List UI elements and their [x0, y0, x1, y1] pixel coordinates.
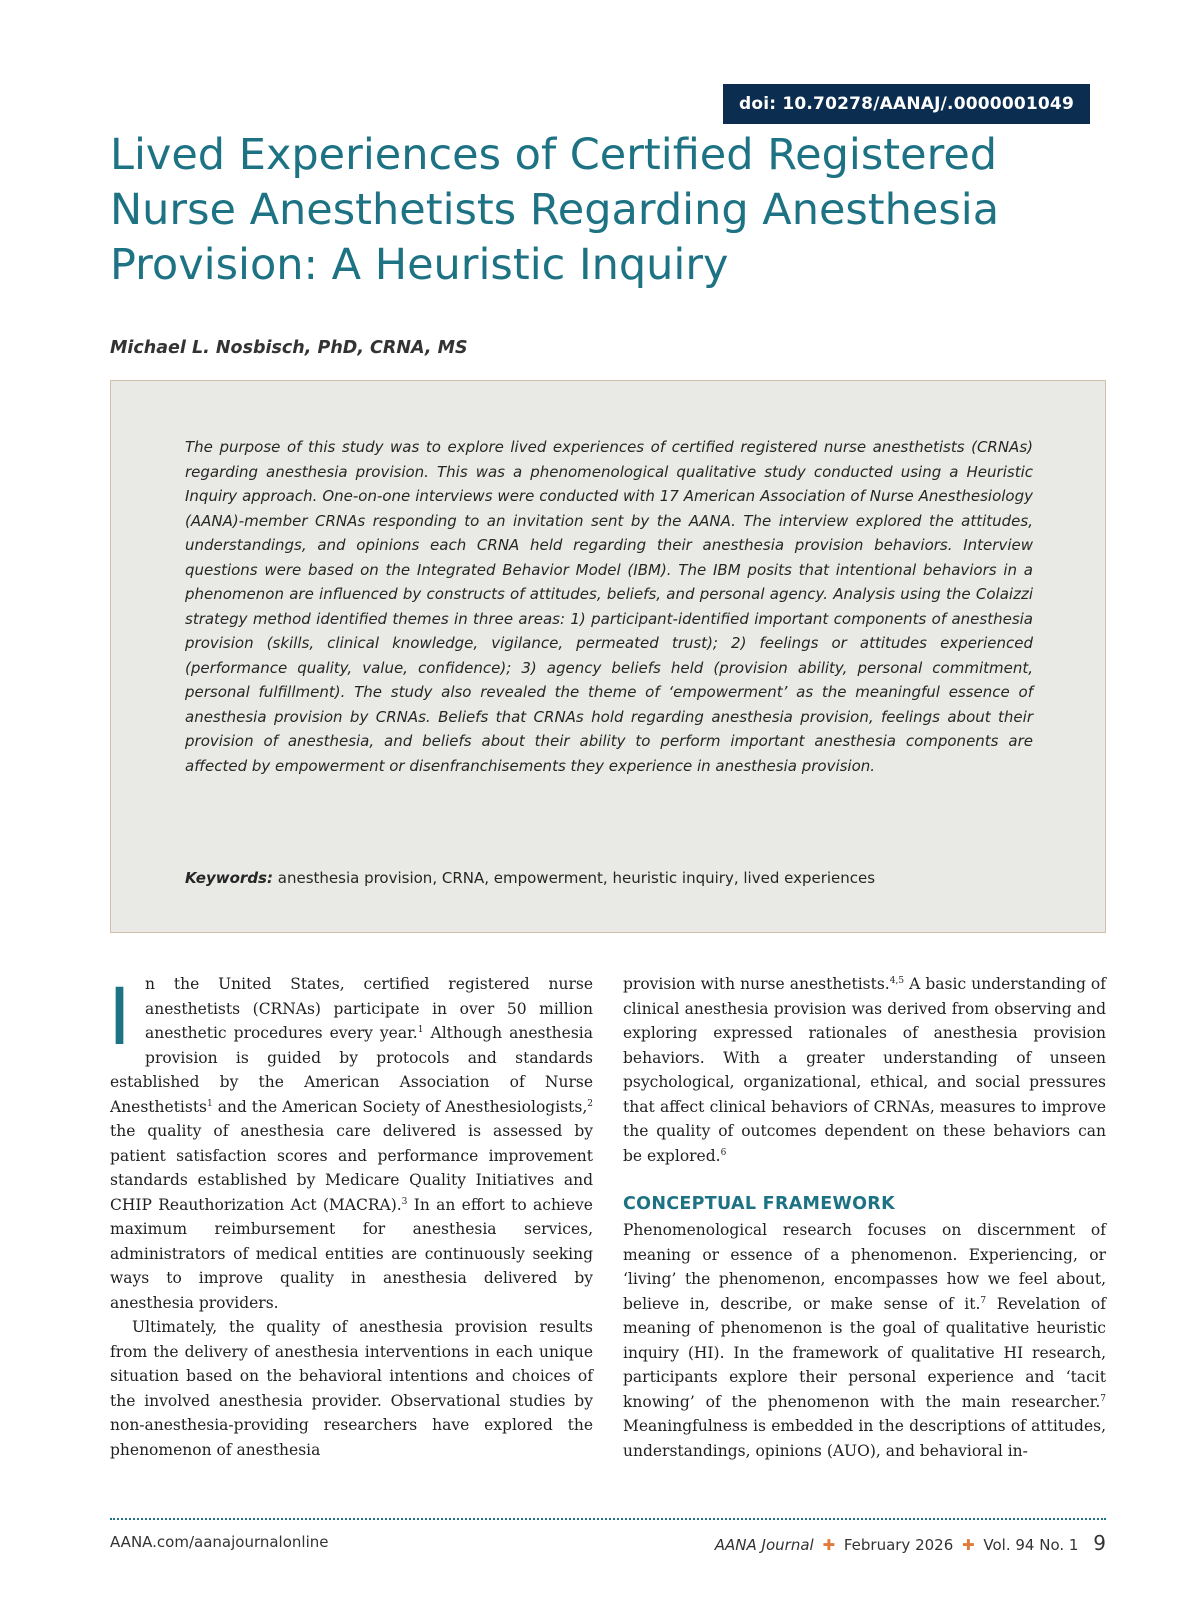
- keywords-list: anesthesia provision, CRNA, empowerment, heuristic inquiry, lived experiences: [277, 869, 876, 887]
- reference-marker[interactable]: 7: [980, 1295, 987, 1306]
- reference-marker[interactable]: 3: [401, 1196, 408, 1207]
- footer-divider: [110, 1518, 1106, 1520]
- footer-journal-name: AANA Journal: [714, 1536, 814, 1554]
- reference-marker[interactable]: 6: [720, 1147, 727, 1158]
- abstract-text: The purpose of this study was to explore lived experiences of certified registered nurse anesthetists (CRNAs) regarding anesthesia provision. This was a phenomenological qualitative study conducted using a Heuristic Inquiry approach. One-on-one interviews were conducted with 17 American Association of Nurse Anesthesiology (AANA)-member CRNAs responding to an invitation sent by the AANA. The interview explored the attitudes, understandings, and opinions each CRNA held regarding their anesthesia provision behaviors. Interview questions were based on the Integrated Behavior Model (IBM). The IBM posits that intentional behaviors in a phenomenon are influenced by constructs of attitudes, beliefs, and personal agency. Analysis using the Colaizzi strategy method identified themes in three areas: 1) participant-identified important components of anesthesia provision (skills, clinical knowledge, vigilance, permeated trust); 2) feelings or attitudes experienced (performance quality, value, confidence); 3) agency beliefs held (provision ability, personal commitment, personal fulfillment). The study also revealed the theme of ‘empowerment’ as the meaningful essence of anesthesia provision by CRNAs. Beliefs that CRNAs hold regarding anesthesia provision, feelings about their provision of anesthesia, and beliefs about their ability to perform important anesthesia components are affected by empowerment or disenfranchisements they experience in anesthesia provision.: [185, 438, 1033, 775]
- page-number: 9: [1093, 1531, 1106, 1555]
- drop-cap: I: [108, 973, 132, 1063]
- reference-marker[interactable]: 1: [417, 1024, 424, 1035]
- abstract-box: [110, 380, 1106, 933]
- doi-badge[interactable]: doi: 10.70278/AANAJ/.0000001049: [723, 84, 1090, 124]
- paragraph-intro: In the United States, certified registered nurse anesthetists (CRNAs) participate in over 50 million anesthetic procedures every year.$^1$ Although anesthesia provision is guided by protocols and standards established by the American Association of Nurse Anesthetists$^1$ and the American Society of Anesthesiologists,$^2$ the quality of anesthesia care delivered is assessed by patient satisfaction scores and performance improvement standards established by Medicare Quality Initiatives and CHIP Reauthorization Act (MACRA).$^3$ In an effort to achieve maximum reimbursement for anesthesia services, administrators of medical entities are continuously seeking ways to improve quality in anesthesia delivered by anesthesia providers.: [108, 973, 593, 1312]
- reference-marker[interactable]: 1: [207, 1098, 213, 1109]
- keywords-label: Keywords:: [185, 869, 273, 887]
- reference-marker[interactable]: 7: [1100, 1393, 1106, 1404]
- paragraph-ultimately: Ultimately, the quality of anesthesia provision results from the delivery of anesthesia interventions in each unique situation based on the behavioral intentions and choices of the involved anesthesia provider. Observational studies by non-anesthesia-providing researchers have explored the phenomenon of anesthesia: [110, 1318, 593, 1459]
- body-column-left: [110, 972, 593, 1472]
- footer-issue-number: No. 1: [1039, 1536, 1079, 1554]
- footer-url[interactable]: AANA.com/aanajournalonline: [110, 1533, 329, 1551]
- paragraph-continuation: provision with nurse anesthetists.$^{4,5}$ A basic understanding of clinical anesthesia provision was derived from observing and exploring expressed rationales of anesthesia provision behaviors. With a greater understanding of unseen psychological, organizational, ethical, and social pressures that affect clinical behaviors of CRNAs, measures to improve the quality of outcomes dependent on these behaviors can be explored.$^6$: [623, 975, 1107, 1165]
- section-heading-conceptual-framework: CONCEPTUAL FRAMEWORK: [623, 1194, 895, 1214]
- reference-marker[interactable]: 4,5: [889, 975, 905, 986]
- cross-separator-icon: ✚: [822, 1536, 836, 1554]
- footer-date: February 2026: [843, 1536, 954, 1554]
- keywords-line: [185, 869, 1045, 887]
- author-line: Michael L. Nosbisch, PhD, CRNA, MS: [110, 338, 468, 358]
- reference-marker[interactable]: 2: [587, 1098, 593, 1109]
- footer-citation: [715, 1531, 1106, 1555]
- article-title: Lived Experiences of Certified Registered Nurse Anesthetists Regarding Anesthesia Provision: A Heuristic Inquiry: [110, 130, 1000, 290]
- paragraph-framework: Phenomenological research focuses on discernment of meaning or essence of a phenomenon. Experiencing, or ‘living’ the phenomenon, encompasses how we feel about, believe in, describe, or make sense of it.$^7$ Revelation of meaning of phenomenon is the goal of qualitative heuristic inquiry (HI). In the framework of qualitative HI research, participants explore their personal experience and ‘tacit knowing’ of the phenomenon with the main researcher.$^7$ Meaningfulness is embedded in the descriptions of attitudes, understandings, opinions (AUO), and behavioral in-: [623, 1221, 1106, 1460]
- footer-volume: Vol. 94: [983, 1536, 1035, 1554]
- body-column-right: [623, 972, 1106, 1472]
- cross-separator-icon: ✚: [962, 1536, 975, 1554]
